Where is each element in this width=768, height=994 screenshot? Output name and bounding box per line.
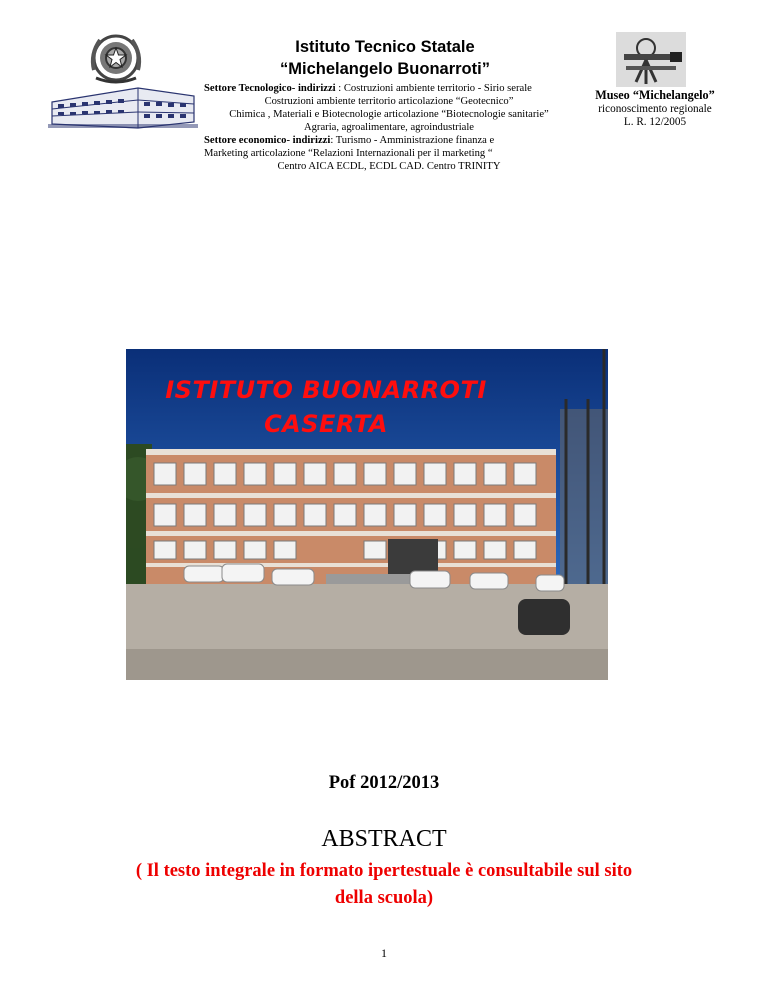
italian-republic-emblem bbox=[86, 30, 146, 88]
museum-law: L. R. 12/2005 bbox=[623, 116, 687, 128]
school-building-photo bbox=[126, 349, 608, 680]
photo-caption-line-2: CASERTA bbox=[264, 410, 388, 438]
school-title-line-2: “Michelangelo Buonarroti” bbox=[280, 60, 490, 78]
info-line-5: Settore economico- indirizzi: Turismo - Amministrazione finanza e bbox=[204, 135, 495, 146]
photo-caption bbox=[126, 373, 526, 441]
info-line-1: Settore Tecnologico- indirizzi : Costruzioni ambiente territorio - Sirio serale bbox=[204, 83, 532, 94]
school-title bbox=[200, 36, 570, 80]
info-line-7: Centro AICA ECDL, ECDL CAD. Centro TRINITY bbox=[277, 161, 501, 172]
info-line-4: Agraria, agroalimentare, agroindustriale bbox=[303, 122, 474, 133]
museum-title: Museo “Michelangelo” bbox=[595, 88, 715, 102]
page-number: 1 bbox=[381, 946, 387, 960]
school-title-line-1: Istituto Tecnico Statale bbox=[295, 38, 475, 56]
abstract-note bbox=[20, 858, 748, 912]
museum-instrument-image bbox=[616, 32, 686, 87]
pof-title: Pof 2012/2013 bbox=[328, 773, 440, 793]
museum-recognition: riconoscimento regionale bbox=[598, 103, 712, 115]
info-line-3: Chimica , Materiali e Biotecnologie articolazione “Biotecnologie sanitarie” bbox=[229, 109, 549, 120]
info-line-2: Costruzioni ambiente territorio articolazione “Geotecnico” bbox=[264, 96, 514, 107]
school-sectors-info bbox=[204, 82, 574, 173]
abstract-note-line-2: della scuola) bbox=[334, 888, 434, 908]
info-line-6: Marketing articolazione “Relazioni Internazionali per il marketing “ bbox=[204, 148, 493, 159]
photo-caption-line-1: ISTITUTO BUONARROTI bbox=[165, 376, 487, 404]
abstract-title: ABSTRACT bbox=[321, 826, 447, 852]
school-building-logo bbox=[48, 82, 198, 132]
museum-info bbox=[580, 88, 730, 129]
abstract-note-line-1: ( Il testo integrale in formato ipertestuale è consultabile sul sito bbox=[135, 861, 633, 881]
